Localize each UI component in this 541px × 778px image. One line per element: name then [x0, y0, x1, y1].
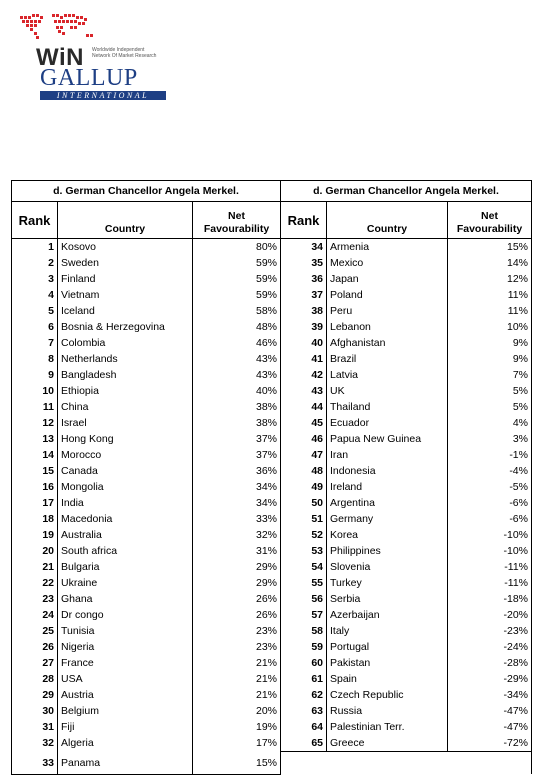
rank-cell: 22 [12, 575, 58, 591]
table-row [12, 239, 532, 256]
value-cell: 5% [448, 383, 532, 399]
rank-cell: 57 [281, 607, 327, 623]
rank-cell: 12 [12, 415, 58, 431]
table-row [12, 287, 532, 303]
rank-cell: 63 [281, 703, 327, 719]
table-row [12, 719, 532, 735]
country-cell: Netherlands [58, 351, 193, 367]
value-cell: -24% [448, 639, 532, 655]
rank-cell: 53 [281, 543, 327, 559]
rank-header: Rank [281, 202, 327, 239]
country-cell: South africa [58, 543, 193, 559]
rank-cell: 47 [281, 447, 327, 463]
value-cell: 43% [193, 367, 281, 383]
country-cell: China [58, 399, 193, 415]
rank-cell: 29 [12, 687, 58, 703]
rank-cell: 45 [281, 415, 327, 431]
country-cell: Azerbaijan [327, 607, 448, 623]
gallup-wordmark: GALLUP [40, 65, 138, 91]
country-cell: Philippines [327, 543, 448, 559]
table-row [12, 319, 532, 335]
rank-cell: 42 [281, 367, 327, 383]
rank-cell: 16 [12, 479, 58, 495]
win-gallup-logo [14, 10, 164, 102]
country-cell: Czech Republic [327, 687, 448, 703]
country-cell: Afghanistan [327, 335, 448, 351]
value-cell: 19% [193, 719, 281, 735]
country-cell: Germany [327, 511, 448, 527]
value-cell: 40% [193, 383, 281, 399]
rank-cell: 13 [12, 431, 58, 447]
rank-cell: 44 [281, 399, 327, 415]
table-row [12, 399, 532, 415]
country-cell: Palestinian Terr. [327, 719, 448, 735]
value-cell: 11% [448, 303, 532, 319]
win-tagline: Worldwide Independent Network Of Market Research [92, 47, 157, 59]
country-cell: Slovenia [327, 559, 448, 575]
country-cell: Korea [327, 527, 448, 543]
favourability-table [11, 180, 532, 775]
favourability-header-line1: Net [228, 210, 245, 222]
rank-cell: 61 [281, 671, 327, 687]
country-cell: Latvia [327, 367, 448, 383]
country-cell: Colombia [58, 335, 193, 351]
country-cell: Morocco [58, 447, 193, 463]
rank-cell: 14 [12, 447, 58, 463]
rank-cell: 33 [12, 752, 58, 775]
value-cell: 46% [193, 335, 281, 351]
table-row [12, 335, 532, 351]
value-cell: -5% [448, 479, 532, 495]
table-row [12, 447, 532, 463]
value-cell: -6% [448, 495, 532, 511]
table-row [12, 351, 532, 367]
table-row [12, 639, 532, 655]
favourability-header-line1: Net [481, 210, 498, 222]
rank-cell: 34 [281, 239, 327, 256]
rank-cell: 49 [281, 479, 327, 495]
country-cell: Peru [327, 303, 448, 319]
rank-cell: 19 [12, 527, 58, 543]
value-cell: 43% [193, 351, 281, 367]
country-cell: Poland [327, 287, 448, 303]
value-cell: 31% [193, 543, 281, 559]
country-cell: Japan [327, 271, 448, 287]
country-cell: Algeria [58, 735, 193, 752]
value-cell: 14% [448, 255, 532, 271]
value-cell: 26% [193, 607, 281, 623]
country-cell: Papua New Guinea [327, 431, 448, 447]
value-cell: 5% [448, 399, 532, 415]
country-cell: Finland [58, 271, 193, 287]
table-row [12, 415, 532, 431]
value-cell: -11% [448, 559, 532, 575]
rank-cell: 17 [12, 495, 58, 511]
value-cell: 59% [193, 255, 281, 271]
country-cell: Ireland [327, 479, 448, 495]
rank-cell: 38 [281, 303, 327, 319]
value-cell: 34% [193, 479, 281, 495]
win-wordmark: WiN [36, 44, 84, 71]
country-cell: Bangladesh [58, 367, 193, 383]
rank-header: Rank [12, 202, 58, 239]
country-cell: Mexico [327, 255, 448, 271]
value-cell: 37% [193, 447, 281, 463]
country-cell: Ghana [58, 591, 193, 607]
rank-cell: 46 [281, 431, 327, 447]
table-row [12, 575, 532, 591]
rank-cell: 51 [281, 511, 327, 527]
country-cell: India [58, 495, 193, 511]
value-cell: -23% [448, 623, 532, 639]
value-cell: -47% [448, 719, 532, 735]
value-cell: 33% [193, 511, 281, 527]
value-cell: -20% [448, 607, 532, 623]
country-cell: Iran [327, 447, 448, 463]
empty-cell [448, 752, 532, 775]
value-cell: 23% [193, 623, 281, 639]
rank-cell: 32 [12, 735, 58, 752]
value-cell: 58% [193, 303, 281, 319]
country-cell: Panama [58, 752, 193, 775]
value-cell: 23% [193, 639, 281, 655]
country-cell: UK [327, 383, 448, 399]
rank-cell: 58 [281, 623, 327, 639]
rank-cell: 62 [281, 687, 327, 703]
rank-cell: 9 [12, 367, 58, 383]
table-row [12, 591, 532, 607]
favourability-header [193, 202, 281, 239]
value-cell: 11% [448, 287, 532, 303]
favourability-header-line2: Favourability [203, 223, 270, 235]
rank-cell: 54 [281, 559, 327, 575]
rank-cell: 5 [12, 303, 58, 319]
table-row [12, 495, 532, 511]
value-cell: 29% [193, 575, 281, 591]
rank-cell: 43 [281, 383, 327, 399]
value-cell: -11% [448, 575, 532, 591]
rank-cell: 28 [12, 671, 58, 687]
rank-cell: 50 [281, 495, 327, 511]
rank-cell: 23 [12, 591, 58, 607]
country-cell: Spain [327, 671, 448, 687]
table-row [12, 303, 532, 319]
rank-cell: 26 [12, 639, 58, 655]
rank-cell: 31 [12, 719, 58, 735]
rank-cell: 11 [12, 399, 58, 415]
value-cell: -1% [448, 447, 532, 463]
rank-cell: 48 [281, 463, 327, 479]
rank-cell: 39 [281, 319, 327, 335]
table-row [12, 623, 532, 639]
value-cell: -72% [448, 735, 532, 752]
country-cell: France [58, 655, 193, 671]
country-cell: Ukraine [58, 575, 193, 591]
value-cell: -29% [448, 671, 532, 687]
rank-cell: 25 [12, 623, 58, 639]
country-cell: Portugal [327, 639, 448, 655]
rank-cell: 65 [281, 735, 327, 752]
value-cell: -6% [448, 511, 532, 527]
rank-cell: 8 [12, 351, 58, 367]
country-cell: Lebanon [327, 319, 448, 335]
table-row [12, 271, 532, 287]
value-cell: 59% [193, 271, 281, 287]
value-cell: 9% [448, 335, 532, 351]
rank-cell: 52 [281, 527, 327, 543]
table-row [12, 431, 532, 447]
rank-cell: 37 [281, 287, 327, 303]
rank-cell: 64 [281, 719, 327, 735]
value-cell: -18% [448, 591, 532, 607]
country-cell: Sweden [58, 255, 193, 271]
value-cell: 38% [193, 415, 281, 431]
rank-cell: 4 [12, 287, 58, 303]
country-cell: Greece [327, 735, 448, 752]
table-row [12, 655, 532, 671]
rank-cell: 2 [12, 255, 58, 271]
rank-cell: 24 [12, 607, 58, 623]
rank-cell: 7 [12, 335, 58, 351]
value-cell: 80% [193, 239, 281, 256]
country-cell: Vietnam [58, 287, 193, 303]
value-cell: 21% [193, 655, 281, 671]
value-cell: -28% [448, 655, 532, 671]
table-row [12, 735, 532, 752]
rank-cell: 56 [281, 591, 327, 607]
country-cell: Macedonia [58, 511, 193, 527]
value-cell: 4% [448, 415, 532, 431]
left-table-title: d. German Chancellor Angela Merkel. [12, 181, 281, 202]
country-cell: Bulgaria [58, 559, 193, 575]
table-row [12, 479, 532, 495]
rank-cell: 6 [12, 319, 58, 335]
rank-cell: 36 [281, 271, 327, 287]
table-row [12, 703, 532, 719]
value-cell: 20% [193, 703, 281, 719]
rank-cell: 20 [12, 543, 58, 559]
value-cell: 3% [448, 431, 532, 447]
country-cell: Pakistan [327, 655, 448, 671]
country-cell: Turkey [327, 575, 448, 591]
country-cell: Belgium [58, 703, 193, 719]
country-cell: Iceland [58, 303, 193, 319]
value-cell: -34% [448, 687, 532, 703]
country-cell: Austria [58, 687, 193, 703]
value-cell: 9% [448, 351, 532, 367]
country-cell: USA [58, 671, 193, 687]
international-band: INTERNATIONAL [40, 91, 166, 100]
value-cell: 32% [193, 527, 281, 543]
rank-cell: 3 [12, 271, 58, 287]
rank-cell: 21 [12, 559, 58, 575]
table-row [12, 752, 532, 775]
table-row [12, 463, 532, 479]
value-cell: 15% [193, 752, 281, 775]
table-row [12, 543, 532, 559]
table-row [12, 671, 532, 687]
country-cell: Serbia [327, 591, 448, 607]
country-cell: Russia [327, 703, 448, 719]
value-cell: -10% [448, 527, 532, 543]
value-cell: 36% [193, 463, 281, 479]
country-cell: Hong Kong [58, 431, 193, 447]
table-row [12, 511, 532, 527]
country-header: Country [327, 202, 448, 239]
empty-cell [327, 752, 448, 775]
rank-cell: 1 [12, 239, 58, 256]
value-cell: 21% [193, 671, 281, 687]
country-cell: Ethiopia [58, 383, 193, 399]
value-cell: 34% [193, 495, 281, 511]
rank-cell: 35 [281, 255, 327, 271]
value-cell: -47% [448, 703, 532, 719]
country-cell: Bosnia & Herzegovina [58, 319, 193, 335]
country-header: Country [58, 202, 193, 239]
country-cell: Armenia [327, 239, 448, 256]
table-row [12, 367, 532, 383]
value-cell: -10% [448, 543, 532, 559]
country-cell: Thailand [327, 399, 448, 415]
rank-cell: 41 [281, 351, 327, 367]
table-row [12, 255, 532, 271]
right-table-title: d. German Chancellor Angela Merkel. [281, 181, 532, 202]
header-row [12, 202, 532, 239]
rank-cell: 10 [12, 383, 58, 399]
rank-cell: 60 [281, 655, 327, 671]
value-cell: 38% [193, 399, 281, 415]
value-cell: 17% [193, 735, 281, 752]
rank-cell: 59 [281, 639, 327, 655]
table-row [12, 687, 532, 703]
country-cell: Ecuador [327, 415, 448, 431]
value-cell: 15% [448, 239, 532, 256]
country-cell: Italy [327, 623, 448, 639]
country-cell: Fiji [58, 719, 193, 735]
value-cell: 7% [448, 367, 532, 383]
country-cell: Indonesia [327, 463, 448, 479]
country-cell: Brazil [327, 351, 448, 367]
table-row [12, 383, 532, 399]
value-cell: 29% [193, 559, 281, 575]
country-cell: Nigeria [58, 639, 193, 655]
table-row [12, 559, 532, 575]
value-cell: 12% [448, 271, 532, 287]
value-cell: 10% [448, 319, 532, 335]
rank-cell: 55 [281, 575, 327, 591]
value-cell: 26% [193, 591, 281, 607]
favourability-header [448, 202, 532, 239]
country-cell: Mongolia [58, 479, 193, 495]
rank-cell: 18 [12, 511, 58, 527]
value-cell: 48% [193, 319, 281, 335]
favourability-header-line2: Favourability [456, 223, 523, 235]
country-cell: Israel [58, 415, 193, 431]
country-cell: Tunisia [58, 623, 193, 639]
empty-cell [281, 752, 327, 775]
rank-cell: 27 [12, 655, 58, 671]
country-cell: Canada [58, 463, 193, 479]
rank-cell: 30 [12, 703, 58, 719]
country-cell: Dr congo [58, 607, 193, 623]
country-cell: Kosovo [58, 239, 193, 256]
value-cell: 37% [193, 431, 281, 447]
rank-cell: 40 [281, 335, 327, 351]
value-cell: 59% [193, 287, 281, 303]
country-cell: Argentina [327, 495, 448, 511]
table-row [12, 607, 532, 623]
rank-cell: 15 [12, 463, 58, 479]
table-title-row [12, 181, 532, 202]
value-cell: 21% [193, 687, 281, 703]
value-cell: -4% [448, 463, 532, 479]
country-cell: Australia [58, 527, 193, 543]
table-row [12, 527, 532, 543]
